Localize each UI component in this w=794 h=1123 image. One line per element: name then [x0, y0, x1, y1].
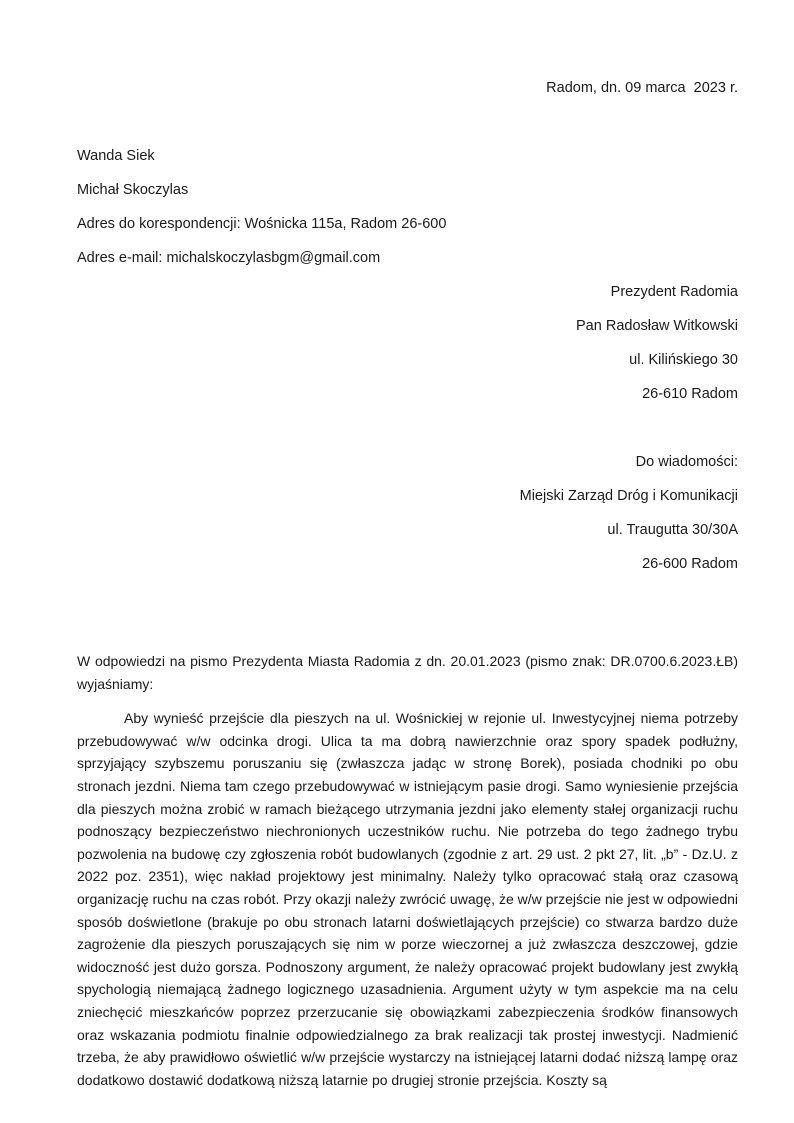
recipient-block	[77, 282, 738, 404]
recipient-city: 26-610 Radom	[642, 386, 738, 402]
cc-heading: Do wiadomości:	[635, 454, 738, 470]
sender-name-1: Wanda Siek	[77, 148, 155, 164]
date-line: Radom, dn. 09 marca 2023 r.	[546, 80, 738, 96]
sender-name-2: Michał Skoczylas	[77, 182, 189, 198]
sender-block	[77, 146, 738, 268]
main-body-paragraph: Aby wynieść przejście dla pieszych na ul. Wośnickiej w rejonie ul. Inwestycyjnej niema potrzeby przebudowywać w/w odcinka drogi. Ulica ta ma dobrą nawierzchnie oraz spory spadek podłużny, sprzyjający szybszemu poruszaniu się (zwłaszcza jadąc w stronę Borek), posiada chodniki po obu stronach jezdni. Niema tam czego przebudowywać w istniejącym pasie drogi. Samo wyniesienie przejścia dla pieszych można zrobić w ramach bieżącego utrzymania jezdni jako elementy stałej organizacji ruchu podnoszący bezpieczeństwo niechronionych uczestników ruchu. Nie potrzeba do tego żadnego trybu pozwolenia na budowę czy zgłoszenia robót budowlanych (zgodnie z art. 29 ust. 2 pkt 27, lit. „b” - Dz.U. z 2022 poz. 2351), więc nakład projektowy jest minimalny. Należy tylko opracować stałą oraz czasową organizację ruchu na czas robót. Przy okazji należy zwrócić uwagę, że w/w przejście nie jest w odpowiedni sposób doświetlone (brakuje po obu stronach latarni doświetlających przejście) co stwarza bardzo duże zagrożenie dla pieszych poruszających się nim w porze wieczornej a już zwłaszcza deszczowej, gdzie widoczność jest dużo gorsza. Podnoszony argument, że należy opracować projekt budowlany jest zwykłą spychologią niemającą żadnego logicznego uzasadnienia. Argument użyty w tym aspekcie ma na celu zniechęcić mieszkańców poprzez przerzucanie się obowiązkami zabezpieczenia środków finansowych oraz wskazania podmiotu finalnie odpowiedzialnego za brak realizacji tak prostej inwestycji. Nadmienić trzeba, że aby prawidłowo oświetlić w/w przejście wystarczy na istniejącej latarni dodać niższą lampę oraz dodatkowo dostawić dodatkową niższą latarnie po drugiej stronie przejścia. Koszty są	[77, 710, 738, 1088]
sender-email-address: Adres e-mail: michalskoczylasbgm@gmail.com	[77, 250, 381, 266]
recipient-title: Prezydent Radomia	[610, 284, 738, 300]
cc-block	[77, 452, 738, 574]
cc-street: ul. Traugutta 30/30A	[607, 522, 738, 538]
cc-city: 26-600 Radom	[642, 556, 738, 572]
recipient-street: ul. Kilińskiego 30	[629, 352, 738, 368]
cc-organization: Miejski Zarząd Dróg i Komunikacji	[519, 488, 738, 504]
sender-correspondence-address: Adres do korespondencji: Wośnicka 115a, Radom 26-600	[77, 216, 447, 232]
reply-reference-paragraph: W odpowiedzi na pismo Prezydenta Miasta Radomia z dn. 20.01.2023 (pismo znak: DR.0700.6.2023.ŁB) wyjaśniamy:	[77, 653, 738, 692]
recipient-name: Pan Radosław Witkowski	[576, 318, 738, 334]
letter-body	[77, 650, 738, 1091]
